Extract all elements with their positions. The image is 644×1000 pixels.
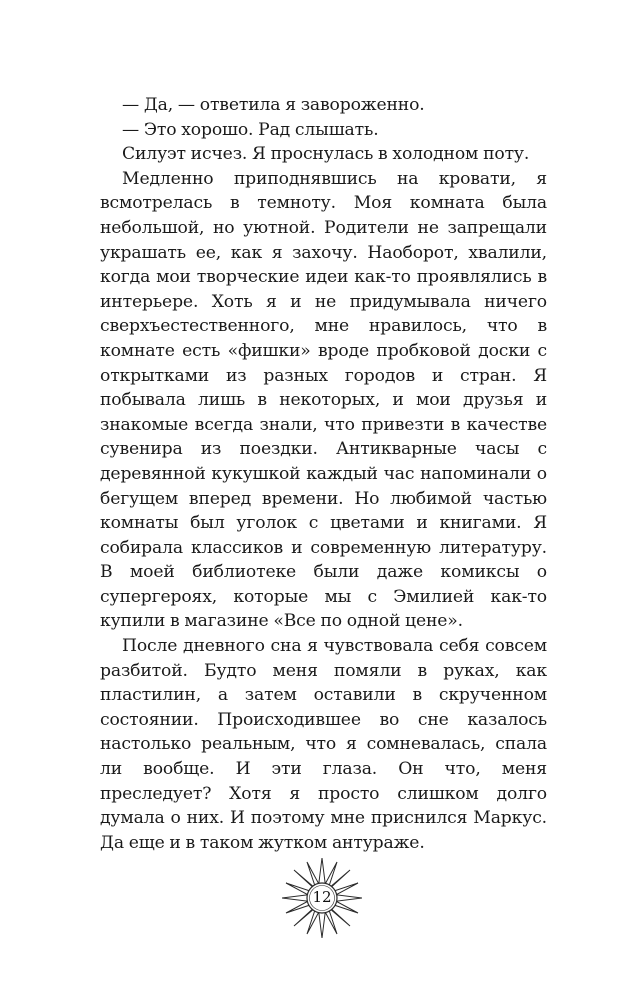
- paragraph-room-description: Медленно приподнявшись на кровати, я всмотрелась в темноту. Моя комната была небольшой, но уютной. Родители не запрещали украшать ее, как я захочу. Наоборот, хвалили, когда мои творческие идеи как-то проявлялись в интерьере. Хоть я и не придумывала ничего сверхъестественного, мне нравилось, что в комнате есть «фишки» вроде пробковой доски с открытками из разных городов и стран. Я побывала лишь в некоторых, и мои друзья и знакомые всегда знали, что привезти в качестве сувенира из поездки. Антикварные часы с деревянной кукушкой каждый час напоминали о бегущем вперед времени. Но любимой частью комнаты был уголок с цветами и книгами. Я собирала классиков и современную литературу. В моей библиотеке были даже комиксы о супергероях, которые мы с Эмилией как-то купили в магазине «Все по одной цене».: [100, 168, 547, 632]
- page-body-text: [100, 93, 547, 855]
- paragraph-after-sleep: После дневного сна я чувствовала себя совсем разбитой. Будто меня помяли в руках, как пластилин, а затем оставили в скрученном состоянии. Происходившее во сне казалось настолько реальным, что я сомневалась, спала ли вообще. И эти глаза. Он что, меня преследует? Хотя я просто слишком долго думала о них. И поэтому мне приснился Маркус. Да еще и в таком жутком антураже.: [100, 636, 547, 853]
- paragraph-dialogue-2: — Это хорошо. Рад слышать.: [122, 119, 379, 140]
- page-number: 12: [312, 888, 332, 906]
- paragraph-silhouette: Силуэт исчез. Я проснулась в холодном поту.: [122, 144, 530, 165]
- paragraph-dialogue-1: — Да, — ответила я завороженно.: [122, 95, 425, 115]
- page-folio: [282, 858, 362, 938]
